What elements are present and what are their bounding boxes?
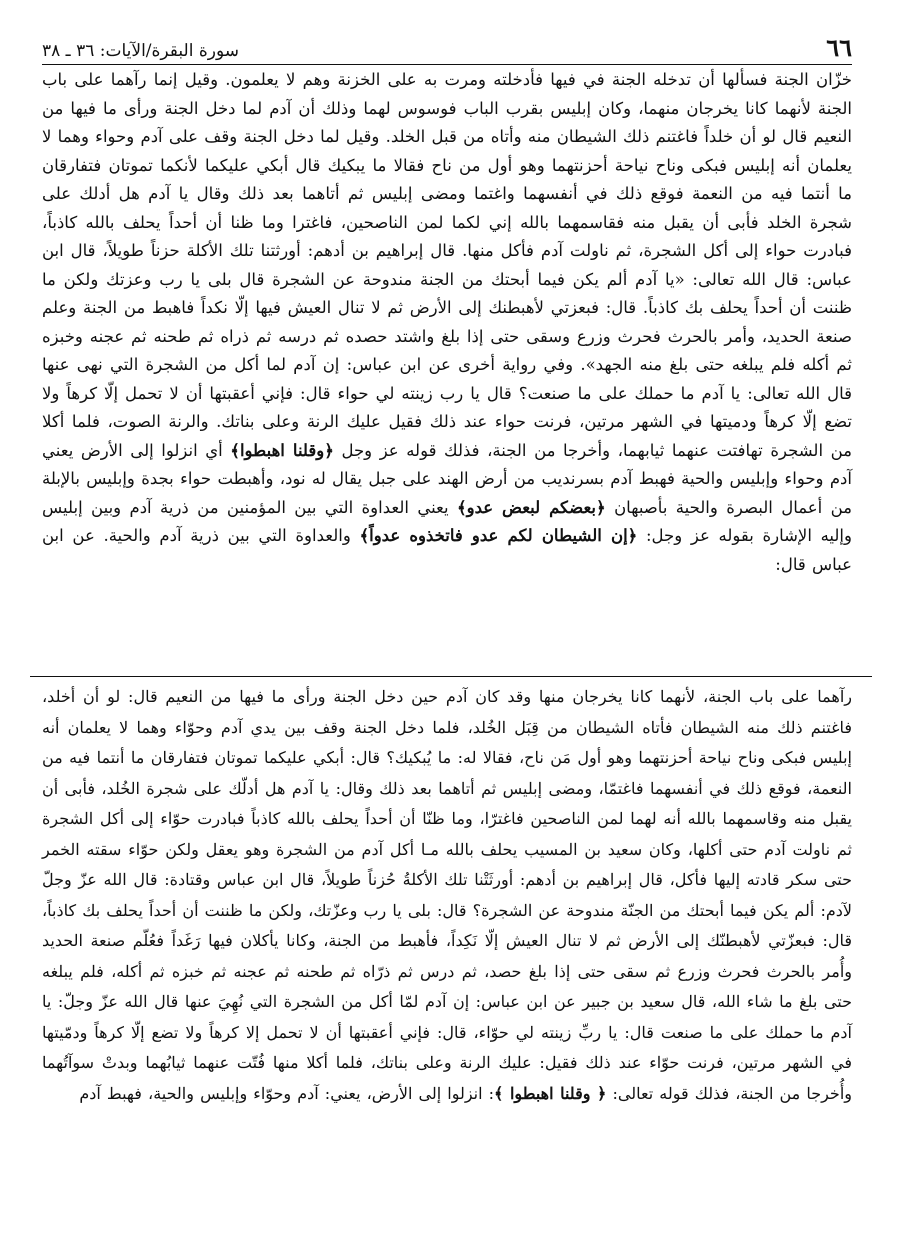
main-text-part-1: خزّان الجنة فسألها أن تدخله الجنة في فيها فأدخلته ومرت به على الخزنة وهم لا يعلمون. وقيل إنما رآهما على باب الجنة لأنهما كانا يخرجان منهما، وكان إبليس بقرب الباب فوسوس لهما وذلك أن آدم لما دخل الجنة ورأى ما فيها من النعيم قال لو أن خلداً فاغتنم ذلك الشيطان منه وأتاه من قبل الخلد. وقيل لما دخل الجنة وقف على آدم وحواء وهما لا يعلمان أنه إبليس فبكى وناح نياحة أحزنتهما وهو أول من ناح فقالا ما يبكيك قال أبكي عليكما لأنكما تموتان فتفارقان ما أنتما فيه من النعمة فوقع ذلك في أنفسهما واغتما ومضى إبليس ثم أتاهما بعد ذلك وقال يا آدم هل أدلك على شجرة الخلد فأبى أن يقبل منه فقاسمهما بالله إني لكما لمن الناصحين، فاغترا وما ظنا أن أحداً يحلف بالله كاذباً، فبادرت حواء إلى أكل الشجرة، ثم ناولت آدم فأكل منها. قال إبراهيم بن أدهم: أورثتنا تلك الأكلة حزناً طويلاً، قال ابن عباس: قال الله تعالى: «يا آدم ألم يكن فيما أبحتك من الجنة مندوحة عن الشجرة قال بلى يا رب وعزتك ولكن ما ظننت أن أحداً يحلف بك كاذباً. قال: فبعزتي لأهبطنك إلى الأرض ثم لا تنال العيش فيها إلّا نكداً فاهبط من الجنة وعلم صنعة الحديد، وأمر بالحرث فحرث وزرع وسقى حتى إذا بلغ واشتد حصده ثم درسه ثم ذراه ثم طحنه ثم عجنه وخبزه ثم أكله فلم يبلغه حتى بلغ منه الجهد». وفي رواية أخرى عن ابن عباس: إن آدم لما أكل من الشجرة التي نهى عنها قال الله تعالى: يا آدم ما حملك على ما صنعت؟ قال يا رب زينته لي حواء قال: فإني أعقبتها أن لا تحمل إلّا كرهاً ولا تضع إلّا كرهاً ودميتها في الشهر مرتين، فرنت حواء عند ذلك فقيل عليك الرنة وعلى بناتك. والرنة الصوت، فلما أكلا من الشجرة تهافتت عنهما ثيابهما، وأخرجا من الجنة، فذلك قوله عز وجل: [42, 70, 853, 460]
footnote-paragraph: [42, 682, 852, 1109]
footnote-part-1: رآهما على باب الجنة، لأنهما كانا يخرجان منها وقد كان آدم حين دخل الجنة ورأى ما فيها من النعيم قال: لو أن أخلد، فاغتنم ذلك منه الشيطان فأتاه الشيطان من قِبَل الخُلد، فلما دخل الجنة وقف بين يدي آدم وحوّاء وهما لا يعلمان أنه إبليس فبكى وناح نياحة أحزنتهما وهو أول مَن ناح، فقالا له: ما يُبكيك؟ قال: أبكي عليكما تموتان فتفارقان ما أنتما فيه من النعمة، فوقع ذلك في أنفسهما فاغتمّا، ومضى إبليس ثم أتاهما بعد ذلك وقال: يا آدم هل أدلّك على شجرة الخُلد، فأبى أن يقبل منه وقاسمهما بالله أنه لهما لمن الناصحين فاغترّا، وما ظنّا أن أحداً يحلف بالله كاذباً فبادرت حوّاء إلى أكل الشجرة ثم ناولت آدم حتى أكلها، وكان سعيد بن المسيب يحلف بالله مـا أكل آدم من الشجرة وهو يعقل ولكن حوّاء سقته الخمر حتى سكر قادته إليها فأكل، قال إبراهيم بن أدهم: أورثَتْنا تلك الأكلةُ حُزناً طويلاً، قال ابن عباس وقتادة: قال الله عزّ وجلّ لآدم: ألم يكن فيما أبحتك من الجنّة مندوحة عن الشجرة؟ قال: بلى يا رب وعزّتك، ولكن ما ظننت أن أحداً يحلف بك كاذباً، قال: فبعزّتي لأهبطنّك إلى الأرض ثم لا تنال العيش إلّا نَكِداً، فأهبط من الجنة، وكانا يأكلان فيها رَغَداً فعُلّم صنعة الحديد وأُمر بالحرث فحرث وزرع ثم سقى حتى إذا بلغ حصد، ثم درس ثم ذرّاه ثم طحنه ثم عجنه ثم خبزه ثم أكله، فلم يبلغه حتى بلغ ما شاء الله، قال سعيد بن جبير عن ابن عباس: إن آدم لمّا أكل من الشجرة التي نُهِيَ عنها قال الله عزّ وجلّ: يا آدم ما حملك على ما صنعت قال: يا ربِّ زينته لي حوّاء، قال: فإني أعقبتها أن لا تحمل إلا كرهاً ولا تضع إلّا كرهاً ودمّيتها في الشهر مرتين، فرنت حوّاء عند ذلك فقيل: عليك الرنة وعلى بناتك، فلما أكلا منها فُتّت عنهما ثيابُهما وبدتْ سوآتُهما وأُخرجا من الجنة، فذلك قوله تعالى:: [42, 687, 853, 1103]
main-paragraph: [42, 66, 852, 579]
quran-quote-1: ﴿وقلنا اهبطوا﴾: [230, 440, 334, 460]
main-text-part-2: أي انزلوا إلى الأرض يعني آدم وحواء وإبليس والحية فهبط آدم بسرنديب من أرض الهند على جبل يقال له نود، وأهبطت حواء بجدة وإبليس بالإبلة من أعمال البصرة والحية بأصبهان: [42, 440, 852, 517]
quran-quote-3: ﴿إن الشيطان لكم عدو فاتخذوه عدواً﴾: [359, 526, 638, 545]
running-title: سورة البقرة/الآيات: ٣٦ ـ ٣٨: [42, 41, 239, 61]
quran-quote-2: ﴿بعضكم لبعض عدو﴾: [457, 497, 606, 517]
footnote-text: [42, 682, 852, 1109]
main-text-part-4: والعداوة التي بين ذرية آدم والحية. عن ابن عباس قال:: [42, 526, 852, 574]
page-header: [42, 30, 852, 65]
footnote-quran-quote: ﴿ وقلنا اهبطوا ﴾: [494, 1083, 607, 1103]
main-text-part-3: يعني العداوة التي بين المؤمنين من ذرية آدم وبين إبليس وإليه الإشارة بقوله عز وجل:: [42, 497, 852, 545]
footnote-part-2: : انزلوا إلى الأرض، يعني: آدم وحوّاء وإبليس والحية، فهبط آدم: [79, 1083, 495, 1103]
main-text: [42, 66, 852, 579]
page-number: ٦٦: [826, 33, 852, 62]
footnote-divider: [30, 676, 872, 677]
